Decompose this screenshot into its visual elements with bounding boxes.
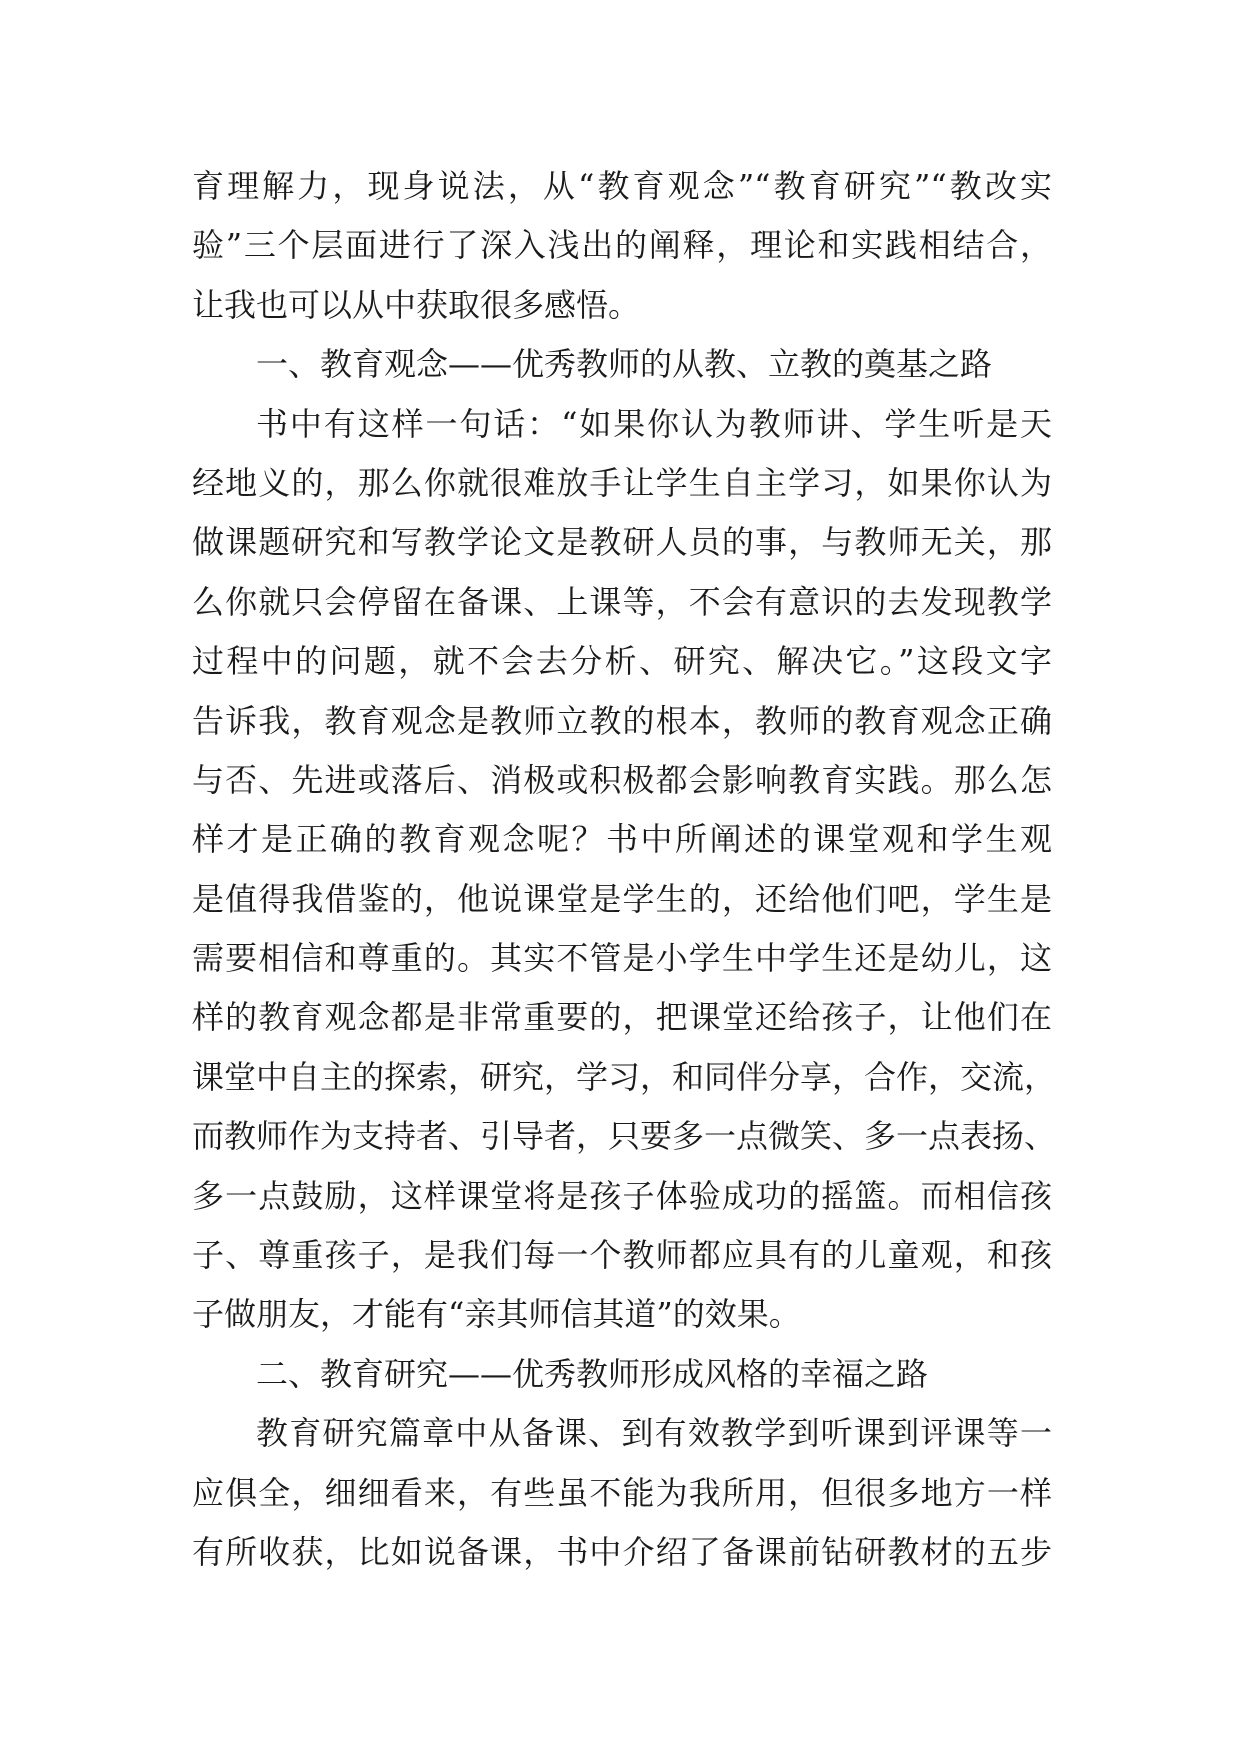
text-line-7: 做课题研究和写教学论文是教研人员的事，与教师无关，那 bbox=[192, 523, 1052, 562]
text-line-8: 么你就只会停留在备课、上课等，不会有意识的去发现教学 bbox=[192, 582, 1052, 621]
text-line-6: 经地义的，那么你就很难放手让学生自主学习，如果你认为 bbox=[192, 463, 1052, 502]
text-line-17: 而教师作为支持者、引导者，只要多一点微笑、多一点表扬、 bbox=[192, 1117, 1057, 1156]
body-text bbox=[192, 157, 1057, 1582]
text-line-14: 需要相信和尊重的。其实不管是小学生中学生还是幼儿，这 bbox=[192, 939, 1052, 978]
text-line-2: 验”三个层面进行了深入浅出的阐释，理论和实践相结合， bbox=[192, 226, 1052, 265]
text-line-15: 样的教育观念都是非常重要的，把课堂还给孩子，让他们在 bbox=[192, 998, 1052, 1037]
section-heading-2: 二、教育研究——优秀教师形成风格的幸福之路 bbox=[256, 1354, 929, 1393]
text-line-3: 让我也可以从中获取很多感悟。 bbox=[192, 285, 641, 324]
text-line-23: 应俱全，细细看来，有些虽不能为我所用，但很多地方一样 bbox=[192, 1473, 1052, 1512]
text-line-10: 告诉我，教育观念是教师立教的根本，教师的教育观念正确 bbox=[192, 701, 1052, 740]
text-line-5: 书中有这样一句话：“如果你认为教师讲、学生听是天 bbox=[256, 404, 1052, 443]
text-line-13: 是值得我借鉴的，他说课堂是学生的，还给他们吧，学生是 bbox=[192, 879, 1052, 918]
text-line-24: 有所收获，比如说备课，书中介绍了备课前钻研教材的五步 bbox=[192, 1532, 1052, 1571]
text-line-19: 子、尊重孩子，是我们每一个教师都应具有的儿童观，和孩 bbox=[192, 1236, 1052, 1275]
text-line-20: 子做朋友，才能有“亲其师信其道”的效果。 bbox=[192, 1295, 801, 1334]
text-line-18: 多一点鼓励，这样课堂将是孩子体验成功的摇篮。而相信孩 bbox=[192, 1176, 1052, 1215]
text-line-16: 课堂中自主的探索，研究，学习，和同伴分享，合作，交流， bbox=[192, 1057, 1057, 1096]
text-line-11: 与否、先进或落后、消极或积极都会影响教育实践。那么怎 bbox=[192, 760, 1052, 799]
text-line-9: 过程中的问题，就不会去分析、研究、解决它。”这段文字 bbox=[192, 642, 1052, 681]
text-line-22: 教育研究篇章中从备课、到有效教学到听课到评课等一 bbox=[256, 1414, 1052, 1453]
text-line-1: 育理解力，现身说法，从“教育观念”“教育研究”“教改实 bbox=[192, 167, 1052, 205]
text-line-12: 样才是正确的教育观念呢？书中所阐述的课堂观和学生观 bbox=[192, 820, 1052, 859]
section-heading-1: 一、教育观念——优秀教师的从教、立教的奠基之路 bbox=[256, 345, 993, 384]
